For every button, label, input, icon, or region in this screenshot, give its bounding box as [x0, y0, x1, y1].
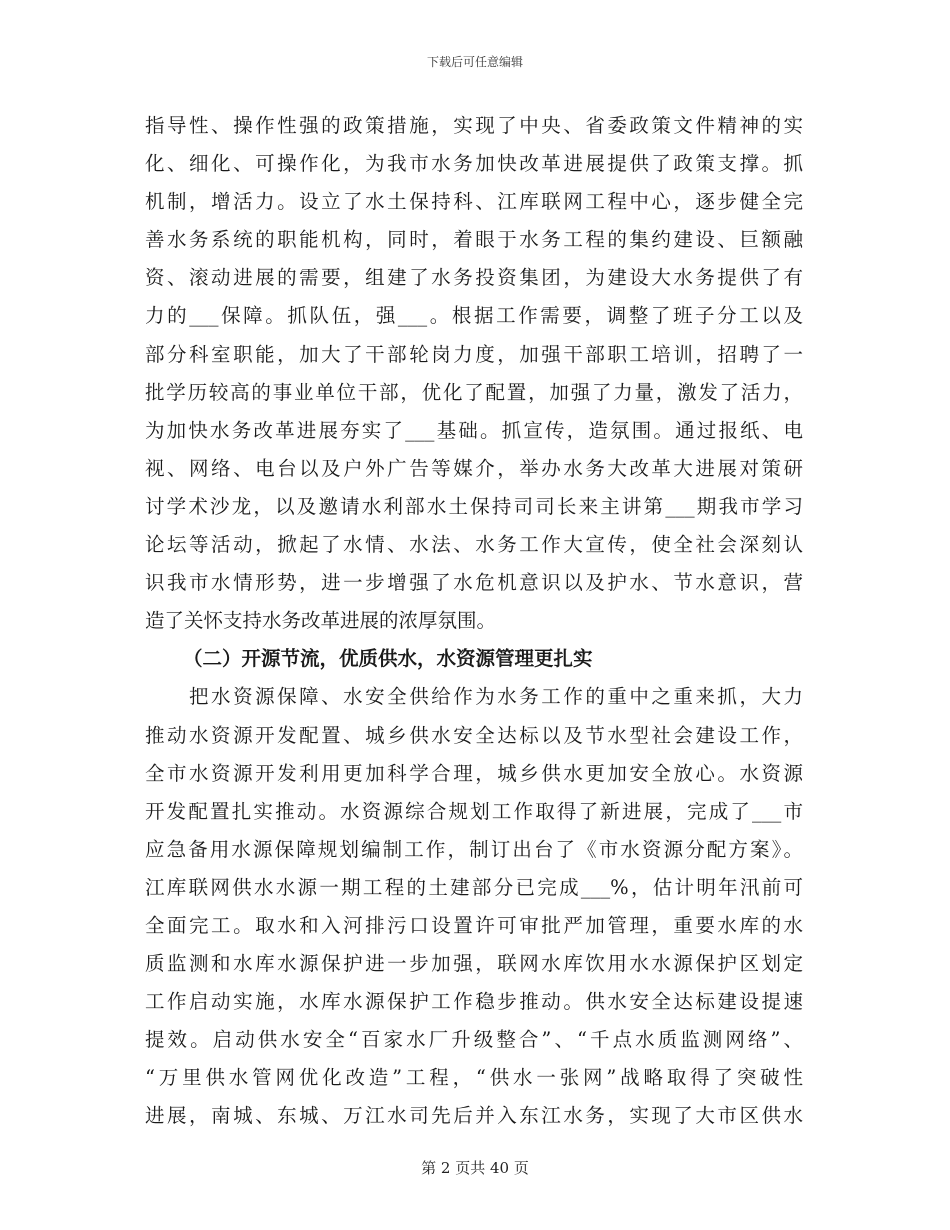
text-line: 开发配置扎实推动。水资源综合规划工作取得了新进展，完成了___市 — [145, 799, 803, 823]
text-line: 识我市水情形势，进一步增强了水危机意识以及护水、节水意识，营 — [145, 571, 803, 595]
text-line: 造了关怀支持水务改革进展的浓厚氛围。 — [145, 609, 497, 633]
text-line: 推动水资源开发配置、城乡供水安全达标以及节水型社会建设工作， — [145, 723, 803, 747]
text-line: 指导性、操作性强的政策措施，实现了中央、省委政策文件精神的实 — [145, 114, 803, 137]
text-line: 质监测和水库水源保护进一步加强，联网水库饮用水水源保护区划定 — [145, 952, 803, 976]
text-line: 批学历较高的事业单位干部，优化了配置，加强了力量，激发了活力， — [145, 380, 803, 404]
text-line: 资、滚动进展的需要，组建了水务投资集团，为建设大水务提供了有 — [145, 266, 803, 290]
text-line: 力的___保障。抓队伍，强___。根据工作需要，调整了班子分工以及 — [145, 304, 803, 328]
text-line: 江库联网供水水源一期工程的土建部分已完成___%，估计明年汛前可 — [145, 875, 803, 899]
page-header: 下载后可任意编辑 — [426, 55, 523, 69]
page-footer: 第 2 页共 40 页 — [421, 1159, 529, 1177]
text-line: 讨学术沙龙，以及邀请水利部水土保持司司长来主讲第___期我市学习 — [145, 494, 803, 518]
text-line: 工作启动实施，水库水源保护工作稳步推动。供水安全达标建设提速 — [145, 990, 803, 1014]
text-line: 善水务系统的职能机构，同时，着眼于水务工程的集约建设、巨额融 — [145, 228, 803, 252]
text-line: 部分科室职能，加大了干部轮岗力度，加强干部职工培训，招聘了一 — [145, 342, 803, 366]
paragraph-2 — [145, 678, 803, 1135]
text-line: 化、细化、可操作化，为我市水务加快改革进展提供了政策支撑。抓 — [145, 152, 803, 176]
text-line: 全面完工。取水和入河排污口设置许可审批严加管理，重要水库的水 — [145, 913, 803, 937]
document-body — [145, 107, 803, 1136]
text-line: 应急备用水源保障规划编制工作，制订出台了《市水资源分配方案》。 — [145, 837, 803, 861]
text-line: 把水资源保障、水安全供给作为水务工作的重中之重来抓，大力 — [145, 685, 803, 709]
section-heading: （二）开源节流，优质供水，水资源管理更扎实 — [183, 647, 593, 671]
text-line: 提效。启动供水安全“百家水厂升级整合”、“千点水质监测网络”、 — [145, 1028, 803, 1052]
text-line: 视、网络、电台以及户外广告等媒介，举办水务大改革大进展对策研 — [145, 456, 803, 480]
text-line: 机制，增活力。设立了水土保持科、江库联网工程中心，逐步健全完 — [145, 190, 803, 214]
paragraph-1 — [145, 107, 803, 640]
text-line: 论坛等活动，掀起了水情、水法、水务工作大宣传，使全社会深刻认 — [145, 533, 803, 557]
text-line: 全市水资源开发利用更加科学合理，城乡供水更加安全放心。水资源 — [145, 761, 803, 785]
text-line: 为加快水务改革进展夯实了___基础。抓宣传，造氛围。通过报纸、电 — [145, 418, 803, 442]
text-line: 进展，南城、东城、万江水司先后并入东江水务，实现了大市区供水 — [145, 1104, 803, 1128]
text-line: “万里供水管网优化改造”工程，“供水一张网”战略取得了突破性 — [145, 1066, 803, 1090]
